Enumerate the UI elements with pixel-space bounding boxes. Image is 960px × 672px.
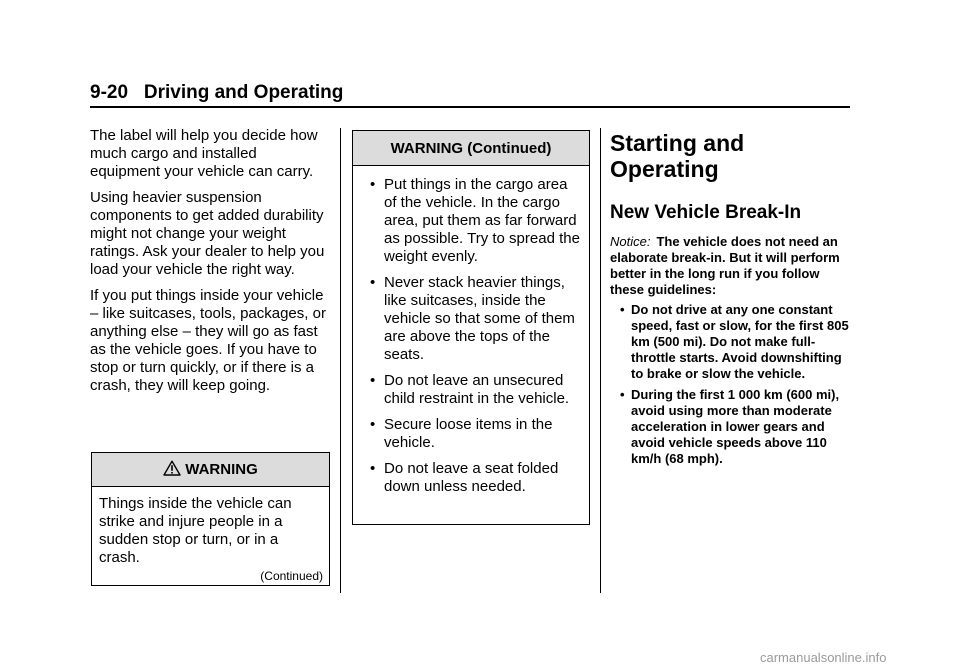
notice-text: The vehicle does not need an elaborate break-in. But it will perform better in the long run if you follow these guidelines: (610, 234, 840, 297)
watermark: carmanualsonline.info (760, 650, 887, 665)
warning-continued: (Continued) (260, 569, 323, 583)
list-item: • Never stack heavier things, like suitcases, inside the vehicle so that some of them are above the tops of the seats. (370, 274, 575, 363)
notice-label: Notice: (610, 234, 651, 249)
header-rule (90, 106, 850, 108)
paragraph-loose-items: If you put things inside your vehicle – like suitcases, tools, packages, or anything else – they will go as fast as the vehicle goes. If you have to stop or turn quickly, or if there is a crash, they will keep going. (90, 287, 326, 394)
warning-header (92, 453, 329, 487)
warning-list (353, 166, 589, 496)
subsection-heading: New Vehicle Break-In (610, 202, 802, 223)
column-divider-left (340, 128, 341, 593)
bullet: • (370, 416, 376, 433)
notice (610, 234, 855, 298)
column-3 (610, 130, 855, 472)
bullet: • (370, 460, 376, 477)
warning-continued-header: WARNING (Continued) (353, 131, 589, 166)
warning-triangle-icon (163, 460, 181, 480)
bullet: • (620, 302, 625, 317)
bullet: • (370, 176, 376, 193)
paragraph-suspension: Using heavier suspension components to get added durability might not change your weight ratings. Ask your dealer to help you load your vehicle the right way. (90, 189, 325, 278)
column-1 (90, 127, 330, 403)
list-item: • Secure loose items in the vehicle. (370, 416, 553, 451)
bullet: • (370, 372, 376, 389)
bullet: • (620, 387, 625, 402)
warning-box (91, 452, 330, 586)
section-title: Driving and Operating (143, 82, 344, 103)
list-item: • Do not drive at any one constant speed, fast or slow, for the first 805 km (500 mi). Do not make full-throttle starts. Avoid downshifting to brake or slow the vehicle. (620, 302, 849, 381)
warning-continued-box (352, 130, 590, 525)
column-divider-right (600, 128, 601, 593)
list-item: • Do not leave a seat folded down unless needed. (370, 460, 559, 495)
section-heading: Starting and Operating (610, 130, 745, 182)
list-item: • Do not leave an unsecured child restraint in the vehicle. (370, 372, 570, 407)
page-number: 9-20 (90, 82, 129, 103)
paragraph-cargo-label: The label will help you decide how much cargo and installed equipment your vehicle can carry. (90, 127, 318, 180)
list-item: • During the first 1 000 km (600 mi), avoid using more than moderate acceleration in lower gears and avoid vehicle speeds above 110 km/h (68 mph). (620, 387, 840, 466)
warning-title: WARNING (185, 461, 258, 478)
break-in-guidelines (610, 302, 855, 467)
bullet: • (370, 274, 376, 291)
header-title (90, 82, 343, 104)
list-item: • Put things in the cargo area of the vehicle. In the cargo area, put them as far forward as possible. Try to spread the weight evenly. (370, 176, 580, 265)
page-header (90, 82, 850, 106)
warning-body: Things inside the vehicle can strike and injure people in a sudden stop or turn, or in a crash. (99, 495, 292, 566)
